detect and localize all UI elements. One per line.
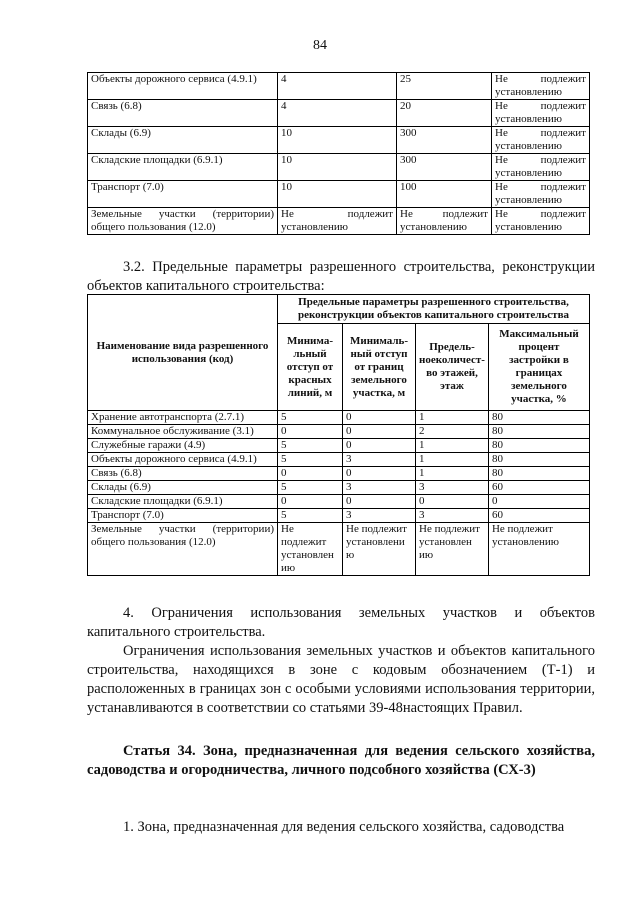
table-cell: 3: [343, 453, 416, 467]
table-cell: 0: [343, 425, 416, 439]
table-cell: 1: [416, 453, 489, 467]
table-row: [88, 453, 590, 467]
header-floors: Предель-ноеколичест-во этажей, этаж: [416, 324, 489, 411]
table-row: [88, 425, 590, 439]
section-4-title: 4. Ограничения использования земельных участков и объектов капитального строительства.: [87, 605, 595, 640]
table-construction-limits: [87, 294, 590, 576]
table-row: [88, 495, 590, 509]
table-cell: 80: [488, 411, 589, 425]
table-cell: 10: [278, 154, 397, 181]
table-row: [88, 73, 590, 100]
table-cell: 60: [488, 481, 589, 495]
header-limits-group: Предельные параметры разрешенного строительства, реконструкции объектов капитального строительства: [278, 295, 590, 324]
table-cell: 0: [343, 467, 416, 481]
table-cell: 5: [278, 481, 343, 495]
table-row: [88, 208, 590, 235]
table-cell: Не подлежит установлению: [278, 208, 397, 235]
table-row: [88, 481, 590, 495]
table-cell: 100: [397, 181, 492, 208]
table-cell: Не подлежит установлению: [492, 208, 590, 235]
section-4-text: Ограничения использования земельных участков и объектов капитального строительства, находящихся в зоне с кодовым обозначением (Т-1) и расположенных в границах зон с особыми условиями использования территории, устанавливаются в соответствии со статьями 39-48настоящих Правил.: [87, 643, 595, 716]
table-cell: 0: [343, 411, 416, 425]
table-cell: Объекты дорожного сервиса (4.9.1): [88, 73, 278, 100]
table-cell: Хранение автотранспорта (2.7.1): [88, 411, 278, 425]
header-use-type: Наименование вида разрешенного использования (код): [88, 295, 278, 411]
table-cell: 0: [278, 495, 343, 509]
table-cell: Транспорт (7.0): [88, 509, 278, 523]
table-cell: Не подлежит установлению: [488, 523, 589, 576]
page-number: 84: [313, 38, 327, 53]
table-cell: 5: [278, 509, 343, 523]
table-cell: 4: [278, 100, 397, 127]
table-cell: Служебные гаражи (4.9): [88, 439, 278, 453]
table-row: [88, 100, 590, 127]
table-cell: Не подлежит установлению: [397, 208, 492, 235]
table-cell: 3: [343, 509, 416, 523]
table-cell: 1: [416, 411, 489, 425]
table-row: [88, 127, 590, 154]
table-cell: Земельные участки (территории) общего пользования (12.0): [88, 208, 278, 235]
section-3-2-heading: 3.2. Предельные параметры разрешенного строительства, реконструкции объектов капитального строительства:: [87, 259, 595, 294]
table-cell: Объекты дорожного сервиса (4.9.1): [88, 453, 278, 467]
header-red-lines-setback: Минима-льный отступ от красных линий, м: [278, 324, 343, 411]
table-cell: 300: [397, 127, 492, 154]
table-cell: 80: [488, 425, 589, 439]
table-cell: 0: [416, 495, 489, 509]
table-cell: 3: [343, 481, 416, 495]
table-cell: 80: [488, 439, 589, 453]
table-cell: 5: [278, 453, 343, 467]
header-max-coverage: Максимальный процент застройки в границах земельного участка, %: [488, 324, 589, 411]
table-cell: 3: [416, 481, 489, 495]
table-row: [88, 154, 590, 181]
table-cell: 300: [397, 154, 492, 181]
header-boundary-setback: Минималь-ный отступ от границ земельного участка, м: [343, 324, 416, 411]
table-cell: Земельные участки (территории) общего пользования (12.0): [88, 523, 278, 576]
table-cell: Складские площадки (6.9.1): [88, 495, 278, 509]
table-row: [88, 439, 590, 453]
table-cell: 4: [278, 73, 397, 100]
table-cell: Не подлежит установлению: [492, 127, 590, 154]
table-cell: Транспорт (7.0): [88, 181, 278, 208]
table-cell: 0: [278, 467, 343, 481]
table-cell: 10: [278, 181, 397, 208]
table-cell: 25: [397, 73, 492, 100]
table-row: [88, 509, 590, 523]
table-row: [88, 181, 590, 208]
table-cell: 5: [278, 411, 343, 425]
table-cell: Не подлежит установлени ю: [343, 523, 416, 576]
table-cell: Не подлежит установлению: [492, 181, 590, 208]
table-permitted-size-continued: [87, 72, 590, 235]
table-cell: 5: [278, 439, 343, 453]
table-cell: Не подлежит установлению: [492, 73, 590, 100]
table-cell: 80: [488, 453, 589, 467]
table-cell: 2: [416, 425, 489, 439]
table-cell: Не подлежит установлен ию: [416, 523, 489, 576]
table-row: [88, 523, 590, 576]
table-cell: 3: [416, 509, 489, 523]
table-row: [88, 411, 590, 425]
table-cell: Склады (6.9): [88, 127, 278, 154]
table-cell: 0: [488, 495, 589, 509]
table-cell: 1: [416, 467, 489, 481]
table-cell: Складские площадки (6.9.1): [88, 154, 278, 181]
table-cell: 80: [488, 467, 589, 481]
table-cell: Коммунальное обслуживание (3.1): [88, 425, 278, 439]
table-cell: Связь (6.8): [88, 100, 278, 127]
table-cell: Склады (6.9): [88, 481, 278, 495]
table-cell: 60: [488, 509, 589, 523]
table-cell: Не подлежит установлен ию: [278, 523, 343, 576]
table-cell: 20: [397, 100, 492, 127]
table-cell: 1: [416, 439, 489, 453]
table-row: [88, 467, 590, 481]
table-cell: Связь (6.8): [88, 467, 278, 481]
article-34-title: Статья 34. Зона, предназначенная для ведения сельского хозяйства, садоводства и огородничества, личного подсобного хозяйства (СХ-3): [87, 743, 595, 778]
table-cell: Не подлежит установлению: [492, 154, 590, 181]
table-cell: 0: [343, 495, 416, 509]
paragraph-1: 1. Зона, предназначенная для ведения сельского хозяйства, садоводства: [123, 819, 565, 835]
table-cell: 0: [278, 425, 343, 439]
table-cell: Не подлежит установлению: [492, 100, 590, 127]
table-cell: 10: [278, 127, 397, 154]
table-cell: 0: [343, 439, 416, 453]
